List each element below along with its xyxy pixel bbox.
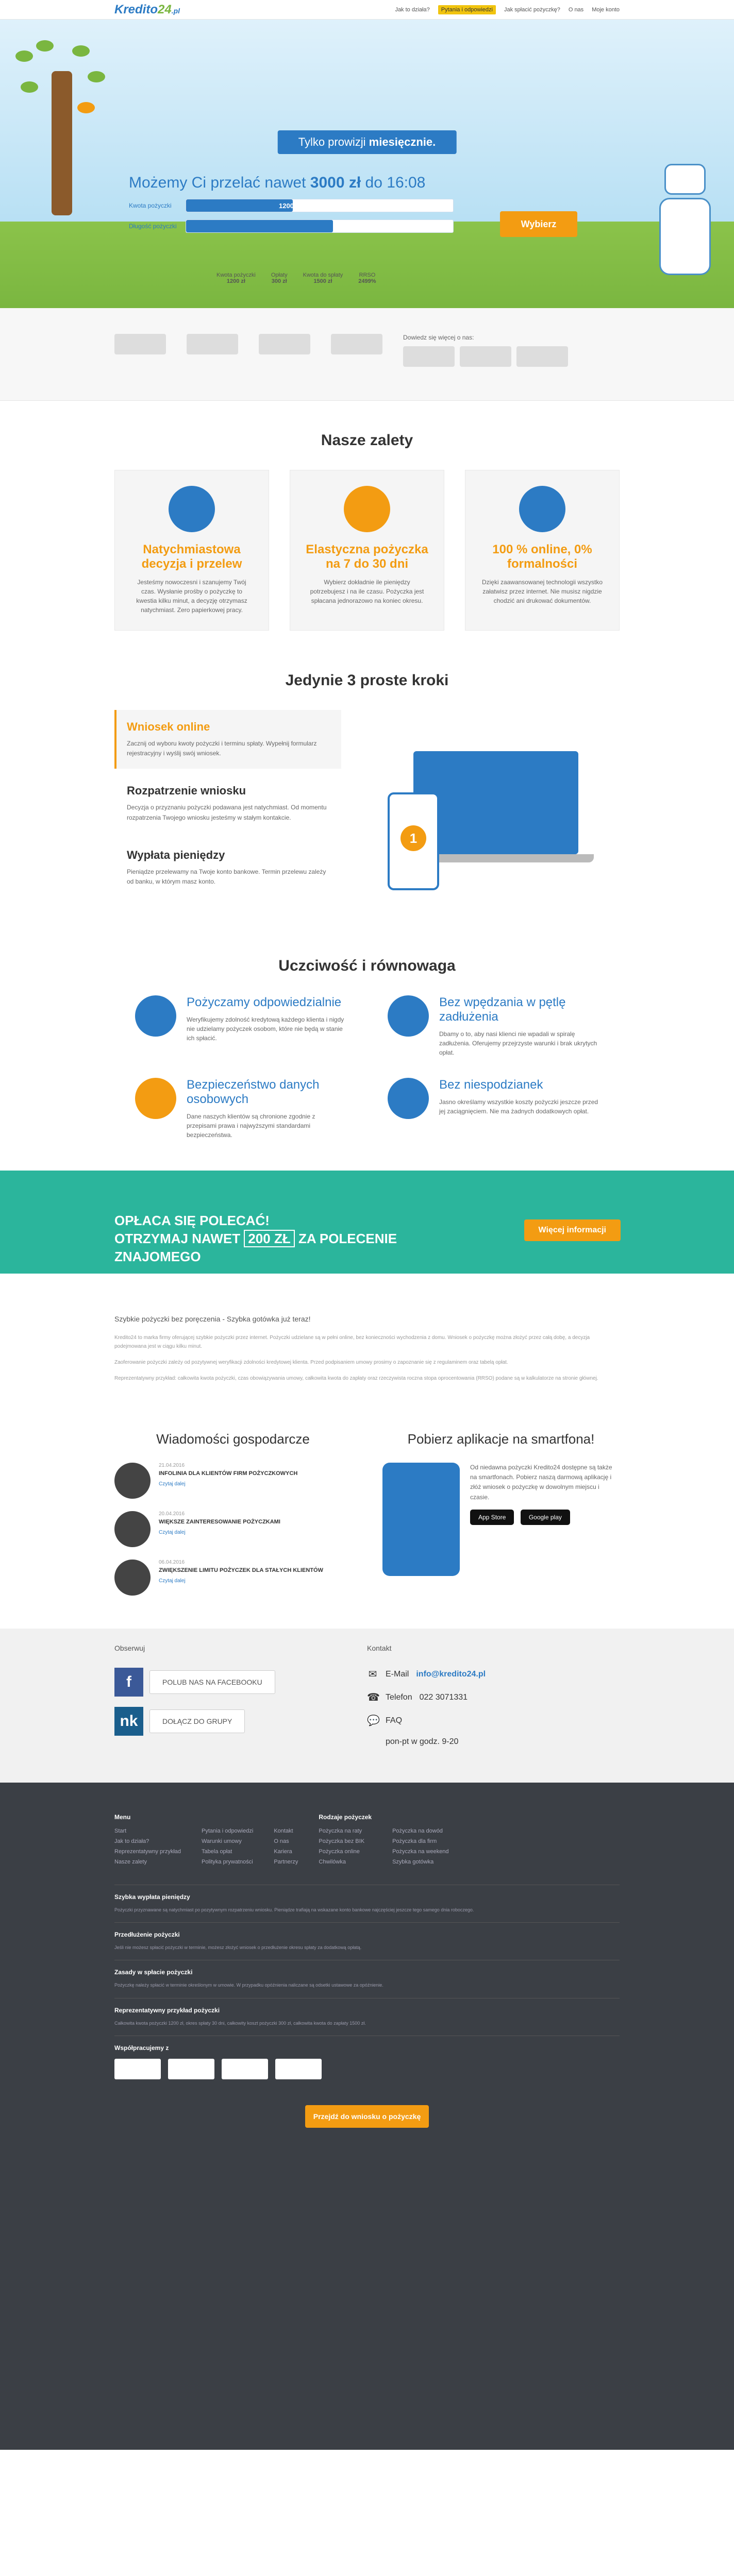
logo-tld: .pl: [171, 7, 180, 15]
handshake-icon: [388, 1078, 429, 1119]
advantage-text: Dzięki zaawansowanej technologii wszystko załatwisz przez internet. Nie musisz nigdzie chodzić ani drukować dokumentów.: [481, 579, 603, 604]
footer-link[interactable]: Pożyczka na raty: [319, 1828, 362, 1834]
footer-section: Reprezentatywny przykład pożyczki Całkowita kwota pożyczki 1200 zł, okres spłaty 30 dni, całkowity koszt pożyczki 300 zł, całkowita kwota do zapłaty 1500 zł.: [114, 1998, 620, 2027]
footer-section: Szybka wypłata pieniędzy Pożyczki przyznawane są natychmiast po pozytywnym rozpatrzeniu wniosku. Pieniądze trafiają na wskazane konto bankowe najczęściej jeszcze tego samego dnia roboczego.: [114, 1885, 620, 1914]
promo-line1: OPŁACA SIĘ POLECAĆ!: [114, 1213, 270, 1228]
read-more-link[interactable]: Czytaj dalej: [159, 1481, 186, 1487]
partner-logo: [259, 334, 310, 354]
fairness-title: Uczciwość i równowaga: [278, 957, 456, 974]
footer-link[interactable]: O nas: [274, 1838, 289, 1844]
footer: Menu Start Jak to działa? Reprezentatywny przykład Nasze zalety Pytania i odpowiedzi Warunki umowy Tabela opłat Polityka prywatności Kontakt O nas Kariera Partnerzy Rodzaje pożyczek Pożyczka na raty Pożyczka bez BIK Pożyczka online Chwilówka Pożyczka na dowód Pożyczka dla firm Pożyczka na weekend Szybka gotówka Szybka wypłata pieniędzy Pożyczki przyznawane są natychmiast po pozytywnym rozpatrzeniu wniosku. Pieniądze trafiają na wskazane konto bankowe najczęściej jeszcze tego samego dnia roboczego. Przedłużenie pożyczki Jeśli nie możesz spłacić pożyczki w terminie, możesz złożyć wniosek o przedłużenie okresu spłaty za dodatkową opłatą. Zasady w spłacie pożyczki Pożyczkę należy spłacić w terminie określonym w umowie. W przypadku opóźnienia naliczane są odsetki ustawowe za opóźnienie. Reprezentatywny przykład pożyczki Całkowita kwota pożyczki 1200 zł, okres spłaty 30 dni, całkowity koszt pożyczki 300 zł, całkowita kwota do zapłaty 1500 zł. Współpracujemy z Przejdź do wniosku o pożyczkę: [0, 1783, 734, 2450]
nav-repay[interactable]: Jak spłacić pożyczkę?: [504, 7, 560, 13]
phone-icon: ☎: [367, 1692, 380, 1703]
faq-icon: 💬: [367, 1715, 380, 1726]
advantage-title: Natychmiastowa decyzja i przelew: [141, 543, 242, 571]
press-label: Dowiedz się więcej o nas:: [403, 334, 474, 341]
news-column: [114, 1431, 352, 1608]
legal-text: [0, 1274, 734, 1411]
legal-paragraph: Reprezentatywny przykład: całkowita kwota pożyczki, czas obowiązywania umowy, całkowita kwota do zapłaty oraz rzeczywista roczna stopa oprocentowania (RRSO) podane są w kalkulatorze na stronie głównej.: [114, 1376, 598, 1381]
logo-num: 24: [158, 3, 172, 16]
fair-item: Bez wpędzania w pętlę zadłużenia Dbamy o to, aby nasi klienci nie wpadali w spiralę zadłużenia. Oferujemy przejrzyste warunki i brak ukrytych opłat.: [388, 995, 599, 1057]
nk-join-button[interactable]: DOŁĄCZ DO GRUPY: [149, 1709, 245, 1733]
press-logo: [516, 346, 568, 367]
fair-item: Bez niespodzianek Jasno określamy wszystkie koszty pożyczki jeszcze przed jej zaciągnięciem. Nie ma żadnych dodatkowych opłat.: [388, 1078, 599, 1140]
advantage-card: [465, 470, 620, 631]
press-logos: [0, 308, 734, 401]
legal-paragraph: Kredito24 to marka firmy oferującej szybkie pożyczki przez internet. Pożyczki udzielane są w pełni online, bez konieczności wychodzenia z domu. Wniosek o pożyczkę można złożyć przez całą dobę, a decyzja podejmowana jest w ciągu kilku minut.: [114, 1335, 590, 1349]
partners-section: Współpracujemy z: [114, 2036, 620, 2079]
fairness-section: [0, 947, 734, 1171]
step-application[interactable]: Wniosek online Zacznij od wyboru kwoty pożyczki i terminu spłaty. Wypełnij formularz rejestracyjny i wyślij swój wniosek.: [114, 710, 341, 769]
tree-illustration: [15, 40, 108, 215]
amount-value: 1200 zł: [279, 202, 301, 210]
footer-link[interactable]: Pożyczka dla firm: [392, 1838, 437, 1844]
footer-link[interactable]: Tabela opłat: [202, 1849, 232, 1855]
legal-heading: Szybkie pożyczki bez poręczenia - Szybka gotówka już teraz!: [114, 1315, 311, 1323]
footer-link[interactable]: Pożyczka online: [319, 1849, 360, 1855]
news-item[interactable]: 20.04.2016 WIĘKSZE ZAINTERESOWANIE POŻYCZKAMI Czytaj dalej: [114, 1511, 352, 1547]
footer-link[interactable]: Pożyczka na weekend: [392, 1849, 449, 1855]
advantage-title: Elastyczna pożyczka na 7 do 30 dni: [306, 543, 428, 571]
title-post: do 16:08: [361, 174, 426, 191]
nav-about[interactable]: O nas: [568, 7, 584, 13]
date-label: Długość pożyczki: [129, 223, 177, 230]
read-more-link[interactable]: Czytaj dalej: [159, 1530, 186, 1535]
steps-section: [0, 662, 734, 947]
summary-rrso: RRSO 2499%: [358, 272, 376, 284]
hero: [0, 20, 734, 308]
loan-calculator: [129, 174, 582, 233]
partner-badge: [168, 2059, 214, 2079]
footer-link[interactable]: Nasze zalety: [114, 1859, 147, 1865]
advantages-title: Nasze zalety: [321, 432, 413, 449]
mail-icon: ✉: [368, 1669, 377, 1680]
title-pre: Możemy Ci przelać nawet: [129, 174, 310, 191]
apply-button[interactable]: Wybierz: [500, 211, 577, 237]
footer-link[interactable]: Partnerzy: [274, 1859, 298, 1865]
banner-bold: miesięcznie.: [369, 135, 436, 148]
summary-total: Kwota do spłaty 1500 zł: [303, 272, 343, 284]
advantage-text: Jesteśmy nowoczesni i szanujemy Twój czas. Wysłanie prośby o pożyczkę to kwestia kilku minut, a decyzję otrzymasz natychmiast. Zero papierkowej pracy.: [136, 579, 247, 614]
step-payout[interactable]: Wypłata pieniędzy Pieniądze przelewamy na Twoje konto bankowe. Termin przelewu zależy od banku, w którym masz konto.: [127, 848, 326, 885]
press-logo: [460, 346, 511, 367]
partner-logo: [114, 334, 166, 354]
promo-line2: OTRZYMAJ NAWET 200 ZŁ ZA POLECENIE: [114, 1231, 397, 1247]
cta-button[interactable]: Przejdź do wniosku o pożyczkę: [305, 2105, 429, 2128]
partner-logo: [187, 334, 238, 354]
footer-link[interactable]: Start: [114, 1828, 127, 1834]
app-phone-image: [382, 1463, 460, 1576]
facebook-icon: f: [114, 1668, 143, 1697]
clock-icon: [169, 486, 215, 532]
press-section: [403, 334, 620, 367]
magnifier-icon: [135, 995, 176, 1037]
date-value: 10. MAJ: [341, 223, 366, 230]
date-slider-fill: [186, 220, 333, 232]
fair-item: Bezpieczeństwo danych osobowych Dane naszych klientów są chronione zgodnie z przepisami prawa i najwyższymi standardami bezpieczeństwa.: [135, 1078, 346, 1140]
press-logo: [403, 346, 455, 367]
app-text: Od niedawna pożyczki Kredito24 dostępne są także na smartfonach. Pobierz naszą darmową aplikację i złóż wniosek o pożyczkę w dowolnym miejscu i czasie.: [470, 1464, 612, 1501]
hours: pon-pt w godz. 9-20: [386, 1737, 459, 1746]
advantage-text: Wybierz dokładnie ile pieniędzy potrzebujesz i na ile czasu. Pożyczka jest spłacana jednorazowo na koniec okresu.: [310, 579, 424, 604]
fair-item: Pożyczamy odpowiedzialnie Weryfikujemy zdolność kredytową każdego klienta i nigdy nie udzielamy pożyczek osobom, które nie będą w stanie ich spłacić.: [135, 995, 346, 1057]
footer-section: Zasady w spłacie pożyczki Pożyczkę należy spłacić w terminie określonym w umowie. W przypadku opóźnienia naliczane są odsetki ustawowe za opóźnienie.: [114, 1960, 620, 1989]
calendar-icon: [344, 486, 390, 532]
app-column: [382, 1431, 620, 1608]
footer-link[interactable]: Warunki umowy: [202, 1838, 242, 1844]
promo-line3: ZNAJOMEGO: [114, 1249, 201, 1265]
amount-slider[interactable]: [186, 199, 454, 212]
footer-link[interactable]: Kontakt: [274, 1828, 293, 1834]
laptop-illustration: [362, 710, 589, 916]
app-store-button[interactable]: App Store: [470, 1510, 514, 1525]
footer-link[interactable]: Reprezentatywny przykład: [114, 1849, 181, 1855]
read-more-link[interactable]: Czytaj dalej: [159, 1578, 186, 1584]
summary-amount: Kwota pożyczki 1200 zł: [216, 272, 256, 284]
footer-link[interactable]: Pożyczka bez BIK: [319, 1838, 365, 1844]
steps-title: Jedynie 3 proste kroki: [285, 672, 449, 689]
contact-section: Obserwuj f POLUB NAS NA FACEBOOKU nk DOŁĄCZ DO GRUPY Kontakt ✉ E-Mail info@kredito24.pl ☎ Telefon 022 3071331 💬 FAQ pon-pt w godz. 9-20: [0, 1629, 734, 1783]
partner-badge: [275, 2059, 322, 2079]
nav-account[interactable]: Moje konto: [592, 7, 620, 13]
footer-link[interactable]: Szybka gotówka: [392, 1859, 434, 1865]
top-nav: [395, 5, 620, 14]
footer-link[interactable]: Pytania i odpowiedzi: [202, 1828, 254, 1834]
partner-badge: [222, 2059, 268, 2079]
logo[interactable]: [114, 3, 180, 17]
phone-step-mark: 1: [401, 825, 426, 851]
news-thumb: [114, 1463, 151, 1499]
footer-link[interactable]: Polityka prywatności: [202, 1859, 253, 1865]
news-thumb: [114, 1511, 151, 1547]
news-item[interactable]: 21.04.2016 INFOLINIA DLA KLIENTÓW FIRM POŻYCZKOWYCH Czytaj dalej: [114, 1463, 352, 1499]
advantages-section: [0, 401, 734, 662]
amount-label: Kwota pożyczki: [129, 202, 172, 209]
more-info-button[interactable]: Więcej informacji: [524, 1219, 621, 1241]
loan-summary: [216, 272, 376, 284]
partner-badge: [114, 2059, 161, 2079]
google-play-button[interactable]: Google play: [521, 1510, 570, 1525]
phone-number[interactable]: 022 3071331: [419, 1692, 468, 1702]
observe-title: Obserwuj: [114, 1644, 145, 1652]
nav-faq[interactable]: Pytania i odpowiedzi: [438, 5, 496, 14]
calculator-title: [129, 174, 582, 192]
logo-main: Kredito: [114, 3, 158, 16]
legal-paragraph: Zaoferowanie pożyczki zależy od pozytywnej weryfikacji zdolności kredytowej klienta. Przed podpisaniem umowy prosimy o zapoznanie się z regulaminem oraz tabelą opłat.: [114, 1360, 508, 1365]
app-title: Pobierz aplikacje na smartfona!: [407, 1431, 595, 1447]
footer-section: Przedłużenie pożyczki Jeśli nie możesz spłacić pożyczki w terminie, możesz złożyć wniosek o przedłużenie okresu spłaty za dodatkową opłatą.: [114, 1922, 620, 1952]
footer-link[interactable]: Jak to działa?: [114, 1838, 149, 1844]
footer-link[interactable]: Kariera: [274, 1849, 292, 1855]
advantage-title: 100 % online, 0% formalności: [492, 543, 592, 571]
facebook-like-button[interactable]: POLUB NAS NA FACEBOOKU: [149, 1670, 275, 1694]
date-slider[interactable]: [186, 219, 454, 233]
news-item[interactable]: 06.04.2016 ZWIĘKSZENIE LIMITU POŻYCZEK DLA STAŁYCH KLIENTÓW Czytaj dalej: [114, 1560, 352, 1596]
referral-promo: [0, 1171, 734, 1274]
footer-link[interactable]: Chwilówka: [319, 1859, 346, 1865]
top-bar: [0, 0, 734, 20]
news-app-section: [0, 1411, 734, 1629]
summary-fees: Opłaty 300 zł: [271, 272, 288, 284]
advantage-card: [114, 470, 269, 631]
faq-link[interactable]: FAQ: [386, 1716, 403, 1725]
contact-title: Kontakt: [367, 1644, 392, 1652]
hero-banner: [278, 130, 457, 154]
partner-logo: [331, 334, 382, 354]
advantage-card: [290, 470, 444, 631]
nav-how-it-works[interactable]: Jak to działa?: [395, 7, 430, 13]
devices-icon: [519, 486, 565, 532]
amount-slider-fill: [186, 199, 293, 212]
nk-icon: nk: [114, 1707, 143, 1736]
email-link[interactable]: info@kredito24.pl: [416, 1669, 486, 1679]
news-title: Wiadomości gospodarcze: [156, 1431, 310, 1447]
no-loop-icon: [388, 995, 429, 1037]
robot-mascot: [657, 164, 713, 298]
banner-pre: Tylko prowizji: [298, 135, 369, 148]
step-review[interactable]: Rozpatrzenie wniosku Decyzja o przyznaniu pożyczki podawana jest natychmiast. Od momentu rozpatrzenia Twojego wniosku jesteśmy w stałym kontakcie.: [127, 784, 327, 821]
news-thumb: [114, 1560, 151, 1596]
lock-icon: [135, 1078, 176, 1119]
title-amount: 3000 zł: [310, 174, 361, 191]
footer-link[interactable]: Pożyczka na dowód: [392, 1828, 443, 1834]
